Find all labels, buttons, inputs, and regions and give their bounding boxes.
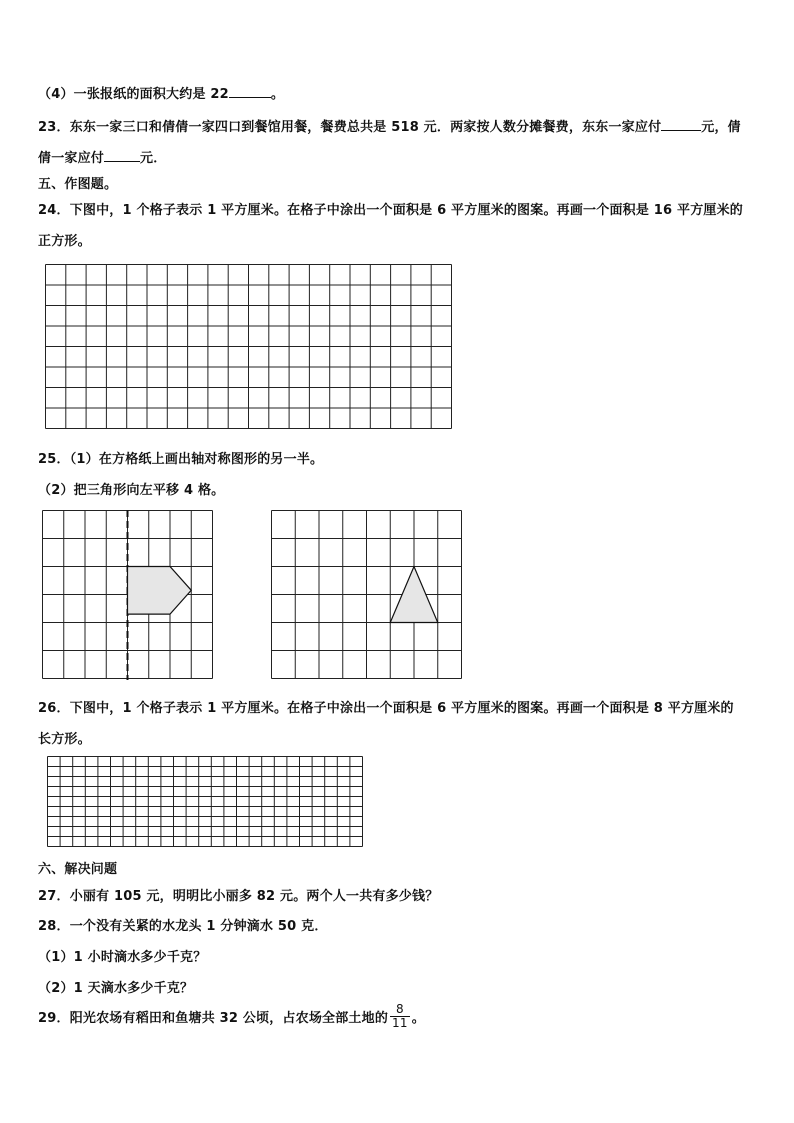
- q23-line1: [38, 116, 741, 135]
- q25-line1: 25．（1）在方格纸上画出轴对称图形的另一半。: [38, 452, 324, 467]
- q29-after: 。: [411, 1011, 425, 1026]
- fraction: [390, 1003, 410, 1030]
- answer-blank[interactable]: [661, 118, 701, 131]
- answer-blank[interactable]: [229, 85, 271, 98]
- q23-line2: [38, 147, 166, 166]
- section-6-heading: 六、解决问题: [38, 862, 118, 877]
- q22-part4-text: （4）一张报纸的面积大约是 22: [38, 87, 229, 102]
- answer-blank[interactable]: [104, 149, 140, 162]
- fraction-denominator: 11: [392, 1016, 408, 1030]
- q29-text: 29．阳光农场有稻田和鱼塘共 32 公顷，占农场全部土地的: [38, 1011, 389, 1026]
- grid-q26[interactable]: [47, 756, 365, 848]
- section-5-heading: 五、作图题。: [38, 177, 118, 192]
- grid-q24[interactable]: [45, 264, 453, 430]
- grid-q25-symmetry[interactable]: [42, 510, 214, 680]
- half-shape: [128, 567, 192, 615]
- q28-line1: 28．一个没有关紧的水龙头 1 分钟滴水 50 克．: [38, 919, 328, 934]
- q22-part4: [38, 83, 284, 102]
- q23-text-c: 倩一家应付: [38, 151, 105, 166]
- grid-q25-translation[interactable]: [271, 510, 463, 680]
- q28-line3: （2）1 天滴水多少千克？: [38, 981, 194, 996]
- fraction-numerator: 8: [390, 1003, 410, 1017]
- q27: 27．小丽有 105 元，明明比小丽多 82 元。两个人一共有多少钱？: [38, 889, 439, 904]
- q24-line1: 24．下图中，1 个格子表示 1 平方厘米。在格子中涂出一个面积是 6 平方厘米的图案。再画一个面积是 16 平方厘米的: [38, 203, 743, 218]
- q22-part4-after: 。: [270, 87, 285, 102]
- q23-text-d: 元．: [140, 151, 167, 166]
- q24-line2: 正方形。: [38, 234, 91, 249]
- q29: [38, 1003, 425, 1030]
- q28-line2: （1）1 小时滴水多少千克？: [38, 950, 207, 965]
- q26-line1: 26．下图中，1 个格子表示 1 平方厘米。在格子中涂出一个面积是 6 平方厘米的图案。再画一个面积是 8 平方厘米的: [38, 701, 734, 716]
- q26-line2: 长方形。: [38, 732, 91, 747]
- q23-text-a: 23．东东一家三口和倩倩一家四口到餐馆用餐，餐费总共是 518 元．两家按人数分摊餐费，东东一家应付: [38, 120, 662, 135]
- q25-line2: （2）把三角形向左平移 4 格。: [38, 483, 225, 498]
- q23-text-b: 元，倩: [701, 120, 741, 135]
